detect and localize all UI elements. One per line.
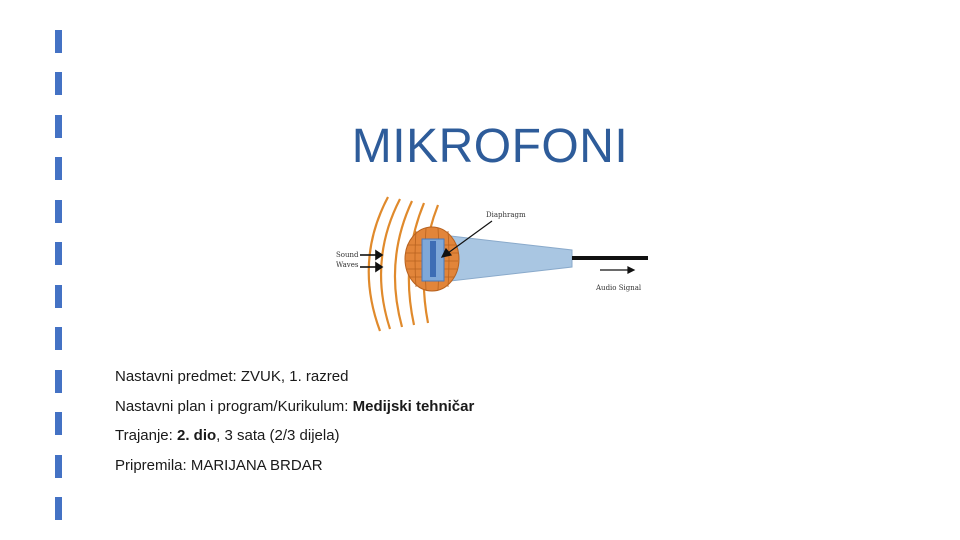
slide-title: MIKROFONI: [351, 120, 629, 173]
microphone-body: [442, 235, 572, 282]
decor-bar: [55, 497, 62, 520]
decor-bar: [55, 242, 62, 265]
info-subject: Nastavni predmet: ZVUK, 1. razred: [115, 368, 349, 385]
label-sound-line1: Sound: [336, 251, 359, 259]
decor-bar: [55, 157, 62, 180]
decor-bar: [55, 285, 62, 308]
info-author: Pripremila: MARIJANA BRDAR: [115, 456, 323, 474]
sound-arrows: [360, 251, 382, 271]
info-curriculum-label: Nastavni plan i program/Kurikulum:: [115, 397, 353, 415]
audio-wire: [572, 256, 648, 260]
decor-bar: [55, 72, 62, 95]
label-audio-signal: Audio Signal: [596, 284, 642, 292]
decor-bar: [55, 115, 62, 138]
microphone-capsule: [405, 227, 459, 291]
audio-signal-arrow: [600, 267, 634, 273]
left-decorative-bars: [55, 30, 63, 520]
decor-bar: [55, 455, 62, 478]
decor-bar: [55, 327, 62, 350]
label-sound-line2: Waves: [336, 261, 359, 269]
decor-bar: [55, 200, 62, 223]
decor-bar: [55, 412, 62, 435]
info-duration-label: Trajanje:: [115, 427, 177, 444]
decor-bar: [55, 370, 62, 393]
info-duration-part: 2. dio: [176, 427, 217, 444]
info-duration: [115, 425, 474, 455]
microphone-diagram: [330, 195, 650, 335]
label-diaphragm: Diaphragm: [486, 211, 526, 219]
info-duration-detail: , 3 sata (2/3 dijela): [216, 427, 340, 444]
decor-bar: [55, 30, 62, 53]
info-curriculum: [115, 396, 474, 426]
diaphragm: [430, 241, 436, 277]
slide-info: [115, 366, 474, 484]
info-curriculum-value: Medijski tehničar: [352, 397, 475, 415]
